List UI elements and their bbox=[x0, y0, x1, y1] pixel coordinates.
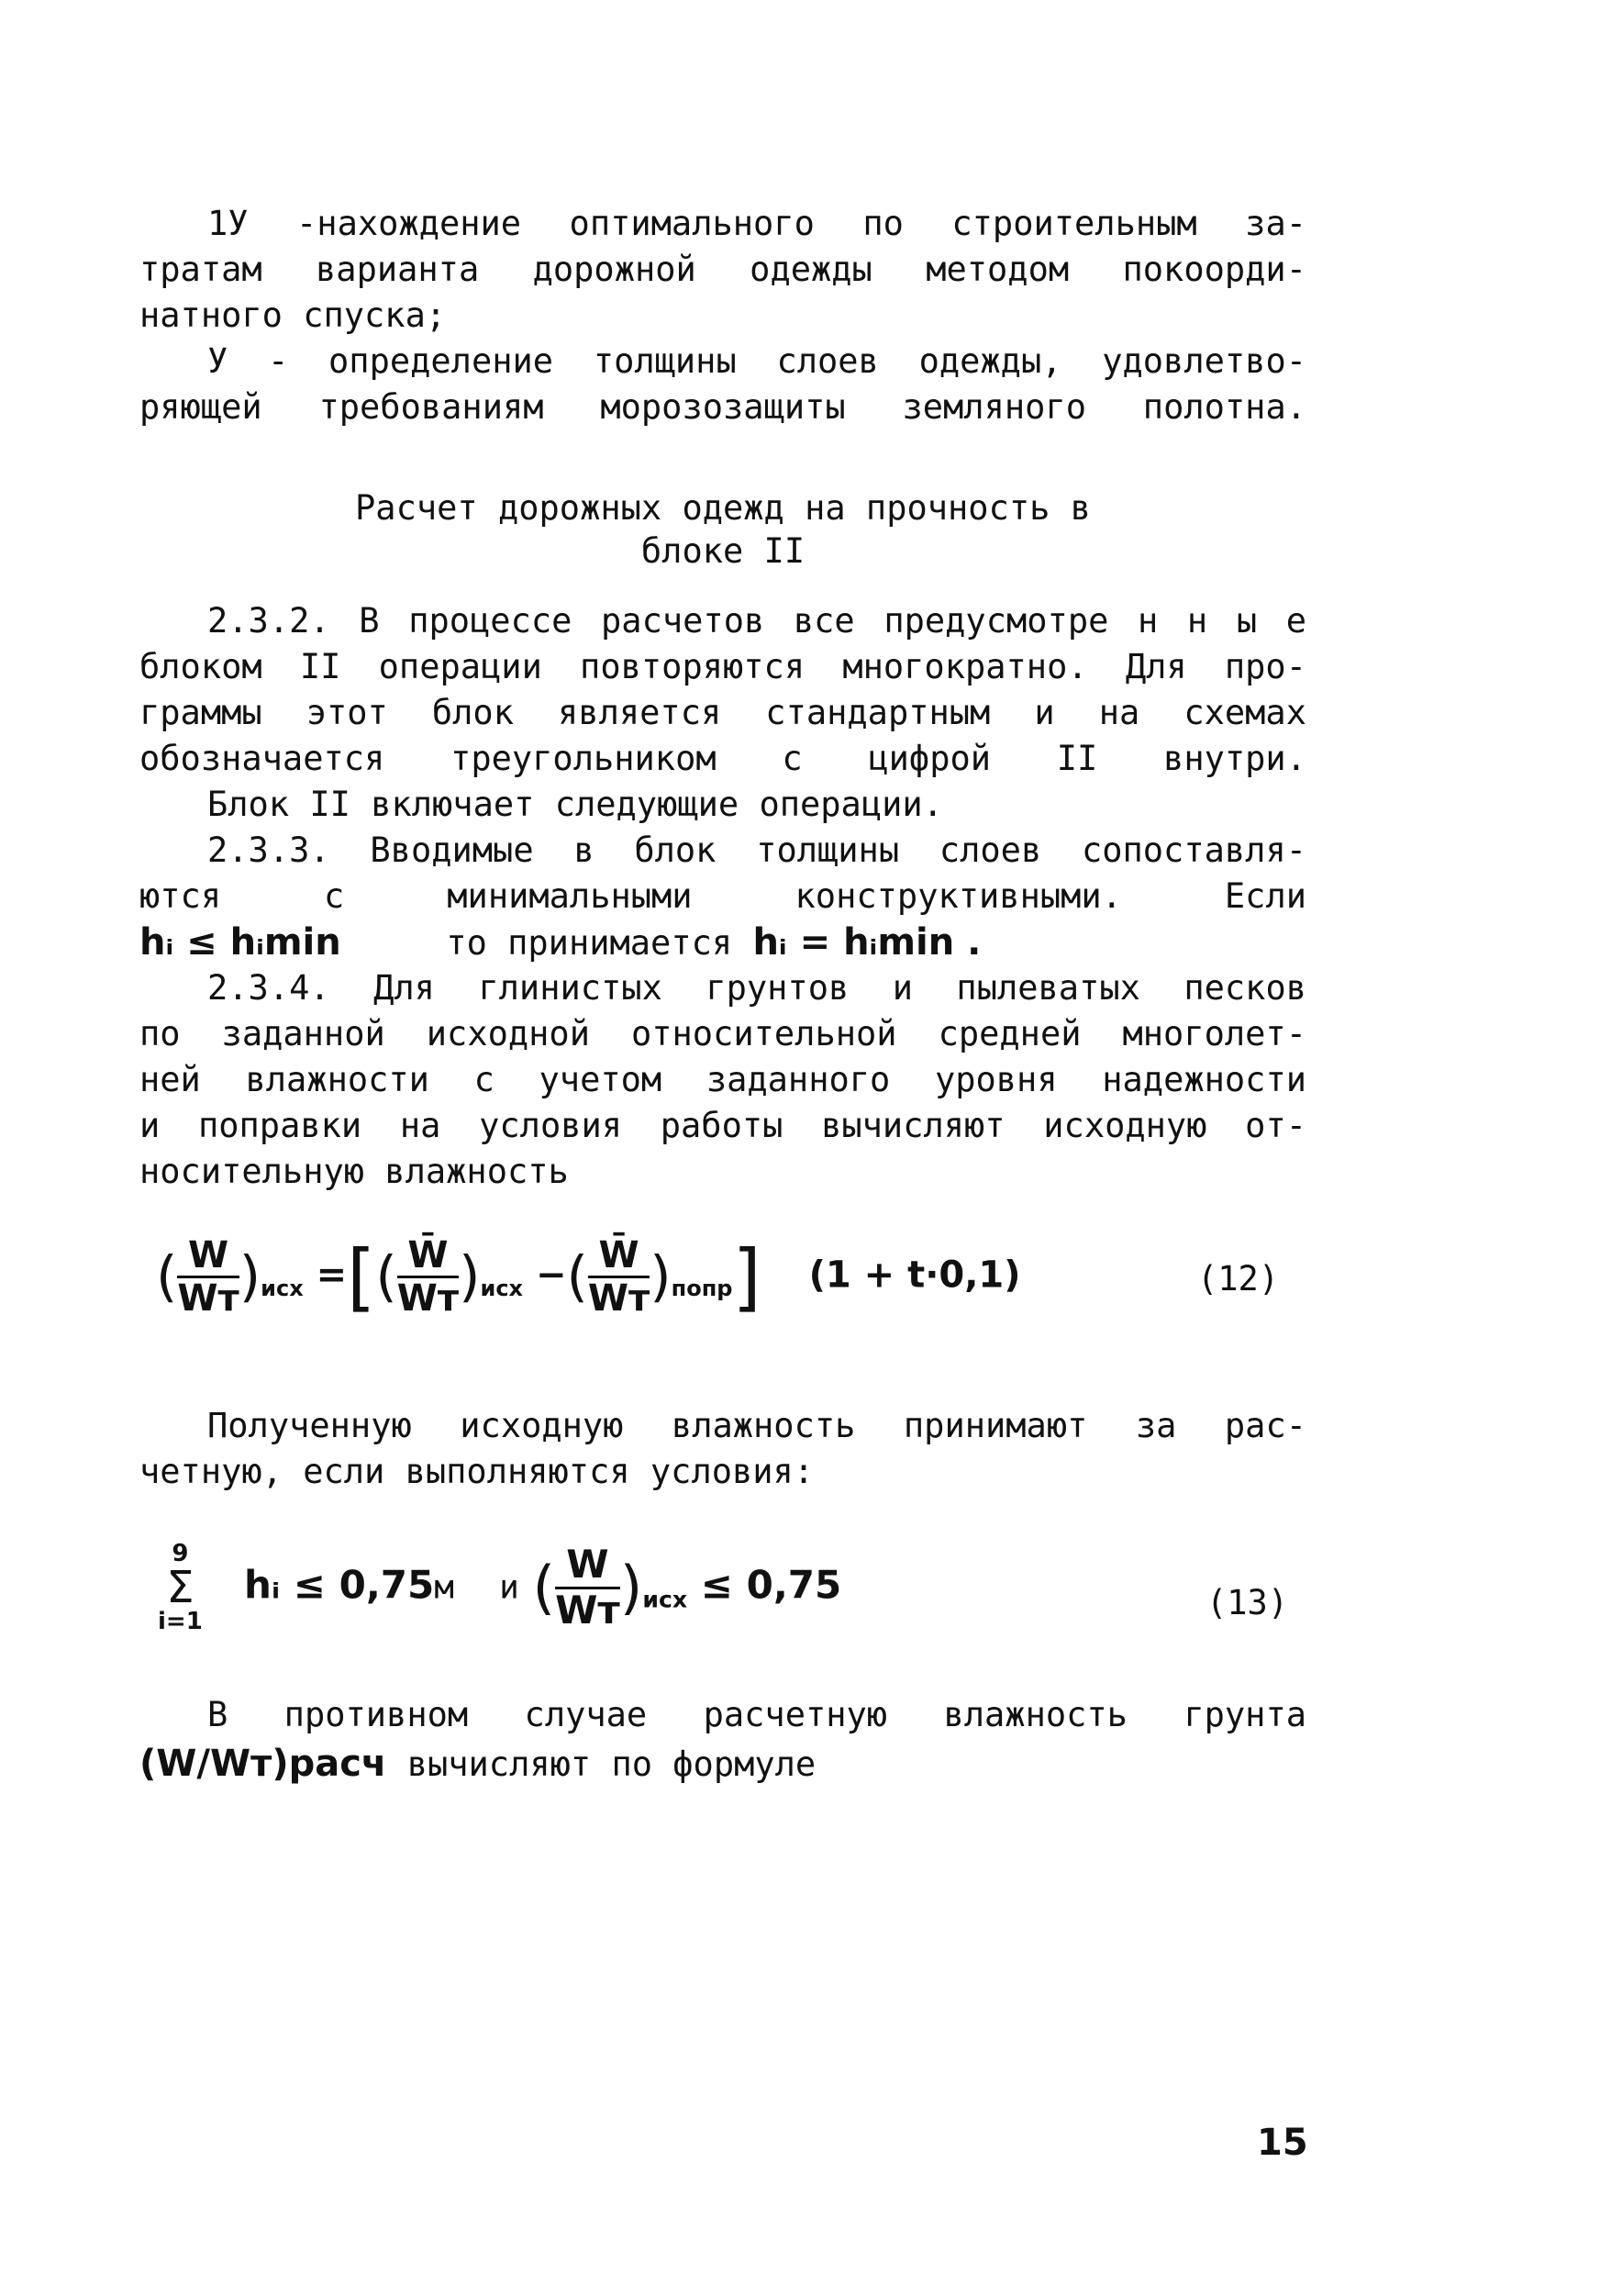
condition-text: то принимается bbox=[446, 923, 733, 963]
paragraph-234-line-5: носительную влажность bbox=[139, 1152, 569, 1191]
paragraph-234-line-2: по заданной исходной относительной средней многолет- bbox=[139, 1014, 1306, 1053]
condition-rhs: hᵢ = hᵢmin . bbox=[752, 921, 982, 964]
paragraph-234-line-1: 2.3.4. Для глинистых грунтов и пылеватых песков bbox=[207, 968, 1306, 1008]
paragraph-232-line-1: 2.3.2. В процессе расчетов все предусмотре н н ы е bbox=[207, 601, 1306, 641]
paragraph-232-line-3: граммы этот блок является стандартным и на схемах bbox=[139, 693, 1306, 732]
after-eq13-line-2 bbox=[139, 1742, 1306, 1787]
page-number: 15 bbox=[1257, 2122, 1308, 2164]
after-eq12-line-1: Полученную исходную влажность принимают за рас- bbox=[207, 1406, 1306, 1445]
paragraph-232-line-2: блоком II операции повторяются многократно. Для про- bbox=[139, 647, 1306, 686]
after-eq12-line-2: четную, если выполняются условия: bbox=[139, 1452, 815, 1491]
after-eq13-line-1: В противном случае расчетную влажность грунта bbox=[207, 1695, 1306, 1734]
section-heading-line-1: Расчет дорожных одежд на прочность в bbox=[355, 488, 1091, 528]
paragraph-233-formula-line bbox=[139, 920, 1306, 965]
paragraph-233-line-2: ются с минимальными конструктивными. Если bbox=[139, 876, 1306, 916]
equation-13-number: (13) bbox=[1206, 1583, 1289, 1622]
condition-lhs: hᵢ ≤ hᵢmin bbox=[139, 921, 341, 964]
equation-12: ( $\frac{W}{Wт}$ )$_{исх}$ =[( $\frac{W̄}{Wт}$ )$_{исх}$ −( $\frac{W̄}{Wт}$ )$_{попр}$] (1 + t·0,1) bbox=[156, 1234, 1021, 1320]
section-heading-line-2: блоке II bbox=[640, 531, 806, 571]
paragraph-232-line-4: обозначается треугольником с цифрой II внутри. bbox=[139, 739, 1306, 778]
text-line-3: натного спуска; bbox=[139, 295, 447, 335]
text-line-2: тратам варианта дорожной одежды методом покоорди- bbox=[139, 250, 1306, 289]
paragraph-233-line-1: 2.3.3. Вводимые в блок толщины слоев сопоставля- bbox=[207, 830, 1306, 870]
equation-12-number: (12) bbox=[1197, 1259, 1280, 1298]
paragraph-234-line-3: ней влажности с учетом заданного уровня надежности bbox=[139, 1060, 1306, 1099]
wet-ratio-expression: (W/Wт)расч bbox=[139, 1743, 387, 1785]
text-line-1: 1У -нахождение оптимального по строительным за- bbox=[207, 204, 1306, 243]
equation-13: 9 Σ i=1 hᵢ ≤ 0,75м и ( $\frac{W}{Wт}$ )$_{исх} \le 0,75$ bbox=[158, 1540, 842, 1635]
paragraph-234-line-4: и поправки на условия работы вычисляют исходную от- bbox=[139, 1106, 1306, 1145]
block-includes-line: Блок II включает следующие операции. bbox=[207, 785, 943, 824]
text-line-4: У - определение толщины слоев одежды, удовлетво- bbox=[207, 341, 1306, 381]
after-eq13-text: вычисляют по формуле bbox=[406, 1744, 817, 1784]
equation-12-factor: (1 + t·0,1) bbox=[808, 1254, 1021, 1297]
text-line-5: ряющей требованиям морозозащиты земляного полотна. bbox=[139, 387, 1306, 427]
